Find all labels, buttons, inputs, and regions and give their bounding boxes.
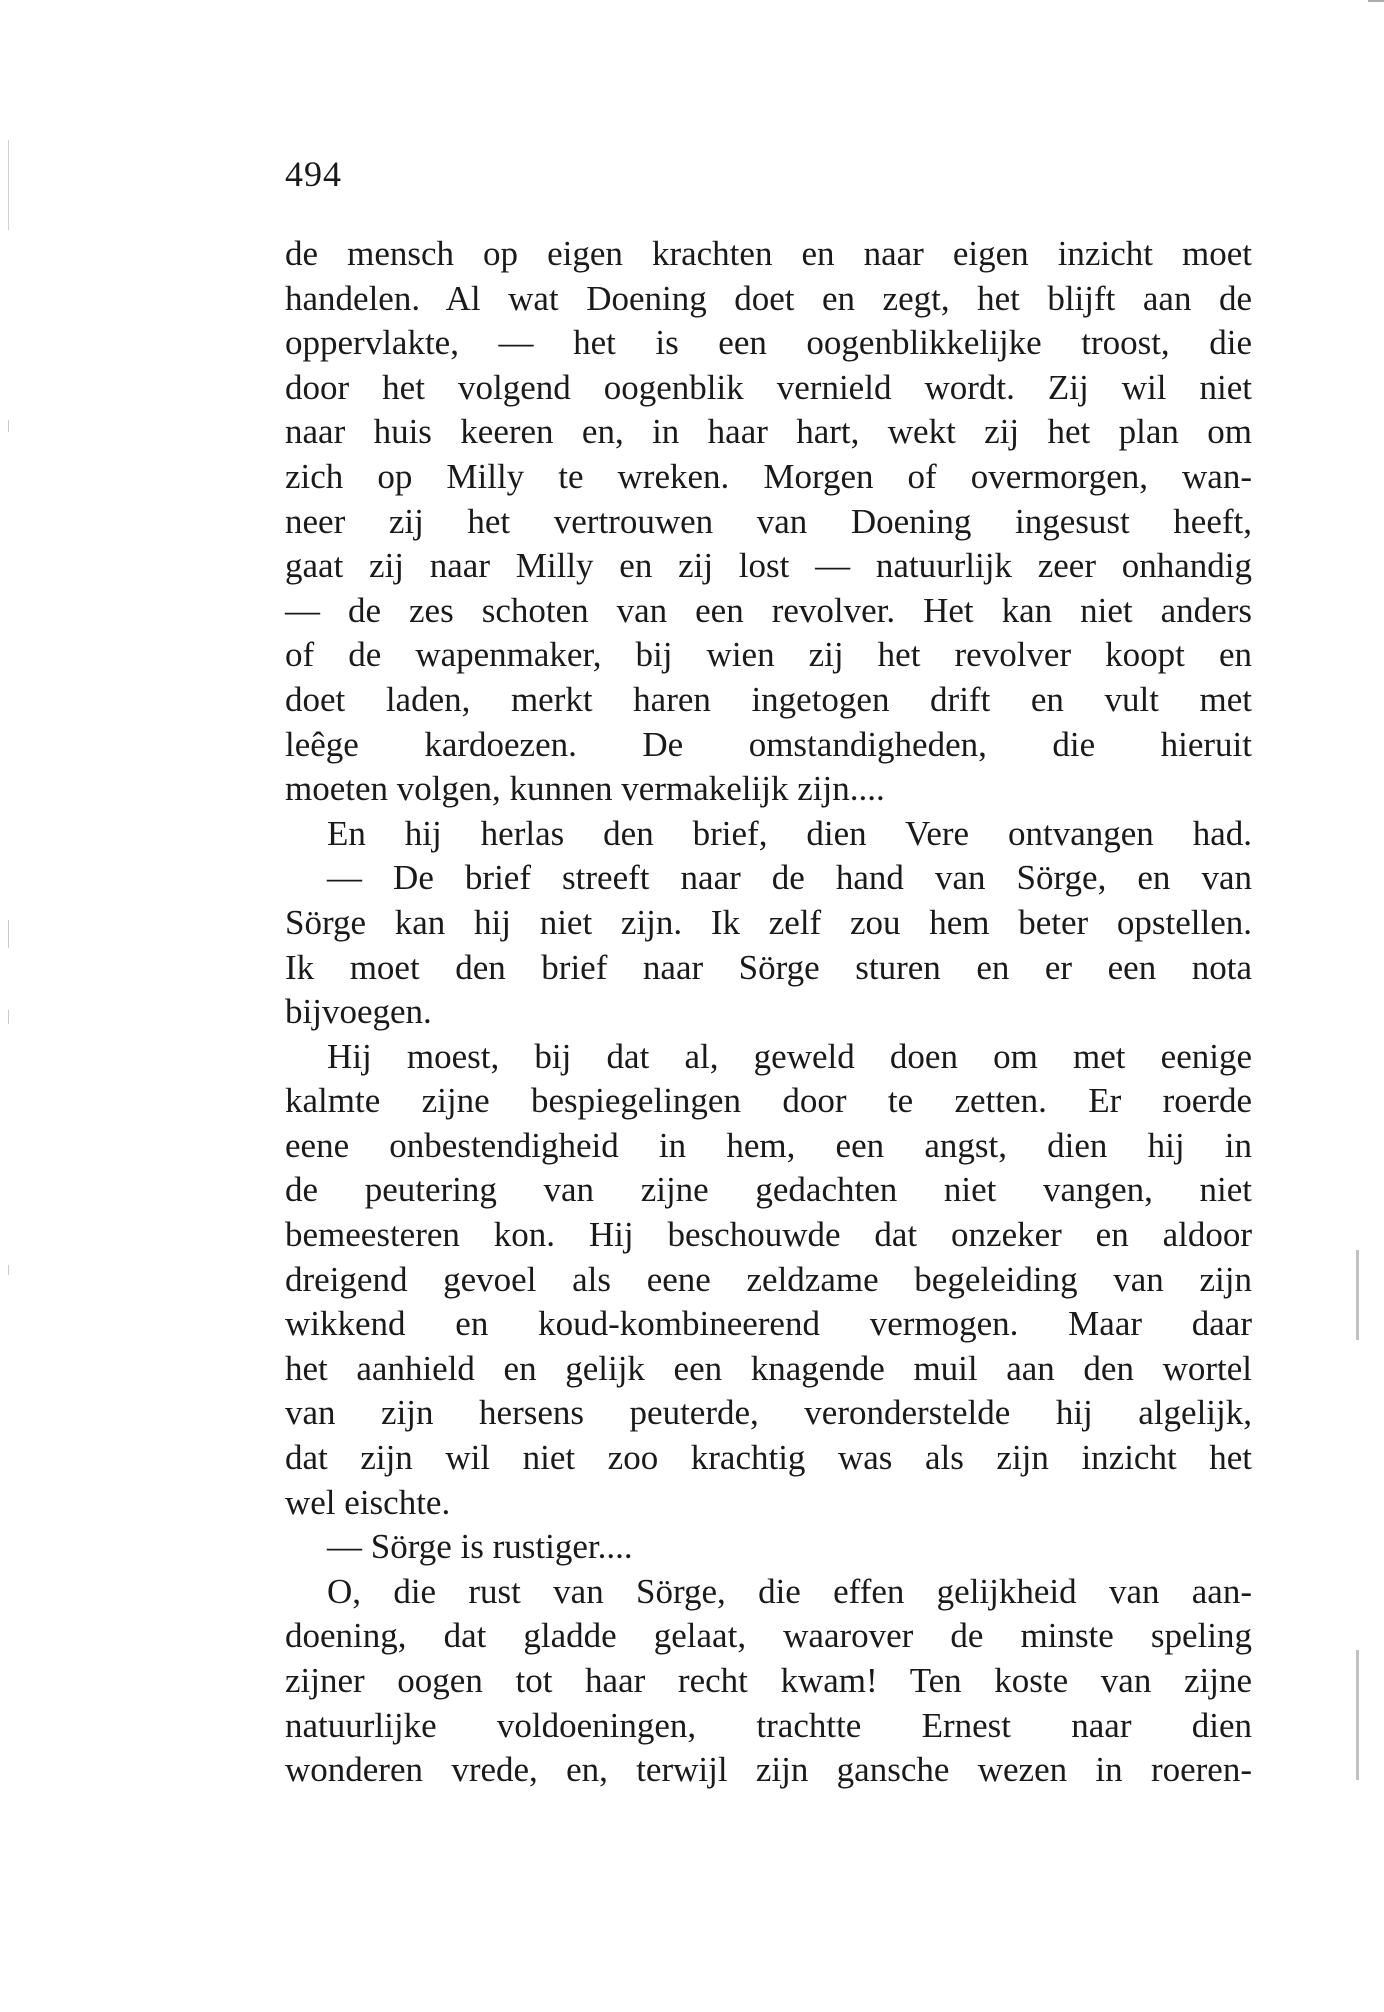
- text-line: de mensch op eigen krachten en naar eigen inzicht moet: [285, 234, 1252, 273]
- text-line: Sörge kan hij niet zijn. Ik zelf zou hem beter opstellen.: [285, 902, 1252, 942]
- scan-edge-mark: [1368, 0, 1384, 2]
- text-line: leêge kardoezen. De omstandigheden, die hieruit: [285, 724, 1252, 764]
- text-line: naar huis keeren en, in haar hart, wekt zij het plan om: [285, 412, 1252, 452]
- text-line: bijvoegen.: [285, 992, 432, 1032]
- text-line: Ik moet den brief naar Sörge sturen en er een nota: [285, 947, 1252, 987]
- text-line: wikkend en koud-kombineerend vermogen. Maar daar: [285, 1304, 1252, 1344]
- text-line: dreigend gevoel als eene zeldzame begeleiding van zijn: [285, 1259, 1252, 1299]
- scan-edge-mark: [8, 140, 9, 230]
- scan-edge-mark: [8, 1265, 9, 1275]
- text-line: oppervlakte, — het is een oogenblikkelijke troost, die: [285, 323, 1252, 363]
- text-line: O, die rust van Sörge, die effen gelijkheid van aan-: [327, 1571, 1252, 1611]
- text-line: wonderen vrede, en, terwijl zijn gansche wezen in roeren-: [285, 1750, 1252, 1790]
- text-line: het aanhield en gelijk een knagende muil aan den wortel: [285, 1348, 1252, 1388]
- text-line: neer zij het vertrouwen van Doening ingesust heeft,: [285, 501, 1252, 541]
- text-line: wel eischte.: [285, 1482, 451, 1522]
- scan-edge-mark: [1356, 1250, 1359, 1340]
- text-line: doening, dat gladde gelaat, waarover de minste speling: [285, 1616, 1252, 1656]
- text-line: zich op Milly te wreken. Morgen of overmorgen, wan-: [285, 456, 1252, 496]
- text-line: eene onbestendigheid in hem, een angst, dien hij in: [285, 1125, 1252, 1165]
- text-line: kalmte zijne bespiegelingen door te zetten. Er roerde: [285, 1081, 1252, 1121]
- text-line: En hij herlas den brief, dien Vere ontvangen had.: [327, 813, 1252, 853]
- scan-edge-mark: [8, 1010, 9, 1024]
- text-line: — de zes schoten van een revolver. Het kan niet anders: [285, 590, 1252, 630]
- scan-edge-mark: [8, 420, 9, 432]
- text-line: dat zijn wil niet zoo krachtig was als zijn inzicht het: [285, 1438, 1252, 1478]
- text-line: zijner oogen tot haar recht kwam! Ten koste van zijne: [285, 1661, 1252, 1700]
- body-text: [285, 232, 1252, 1793]
- text-line: gaat zij naar Milly en zij lost — natuurlijk zeer onhandig: [285, 546, 1252, 586]
- text-line: bemeesteren kon. Hij beschouwde dat onzeker en aldoor: [285, 1215, 1252, 1255]
- text-line: — Sörge is rustiger....: [327, 1527, 633, 1567]
- text-line: van zijn hersens peuterde, veronderstelde hij algelijk,: [285, 1393, 1252, 1433]
- text-line: moeten volgen, kunnen vermakelijk zijn....: [285, 769, 885, 809]
- text-line: doet laden, merkt haren ingetogen drift en vult met: [285, 679, 1252, 719]
- text-line: door het volgend oogenblik vernield wordt. Zij wil niet: [285, 367, 1252, 407]
- text-line: natuurlijke voldoeningen, trachtte Ernest naar dien: [285, 1705, 1252, 1745]
- text-line: de peutering van zijne gedachten niet vangen, niet: [285, 1170, 1252, 1210]
- text-line: of de wapenmaker, bij wien zij het revolver koopt en: [285, 635, 1252, 675]
- page-number: 494: [285, 154, 342, 194]
- scan-edge-mark: [8, 920, 9, 948]
- text-line: handelen. Al wat Doening doet en zegt, het blijft aan de: [285, 278, 1252, 318]
- text-line: — De brief streeft naar de hand van Sörge, en van: [327, 858, 1252, 898]
- text-line: Hij moest, bij dat al, geweld doen om met eenige: [327, 1036, 1252, 1076]
- scan-edge-mark: [1356, 1650, 1359, 1780]
